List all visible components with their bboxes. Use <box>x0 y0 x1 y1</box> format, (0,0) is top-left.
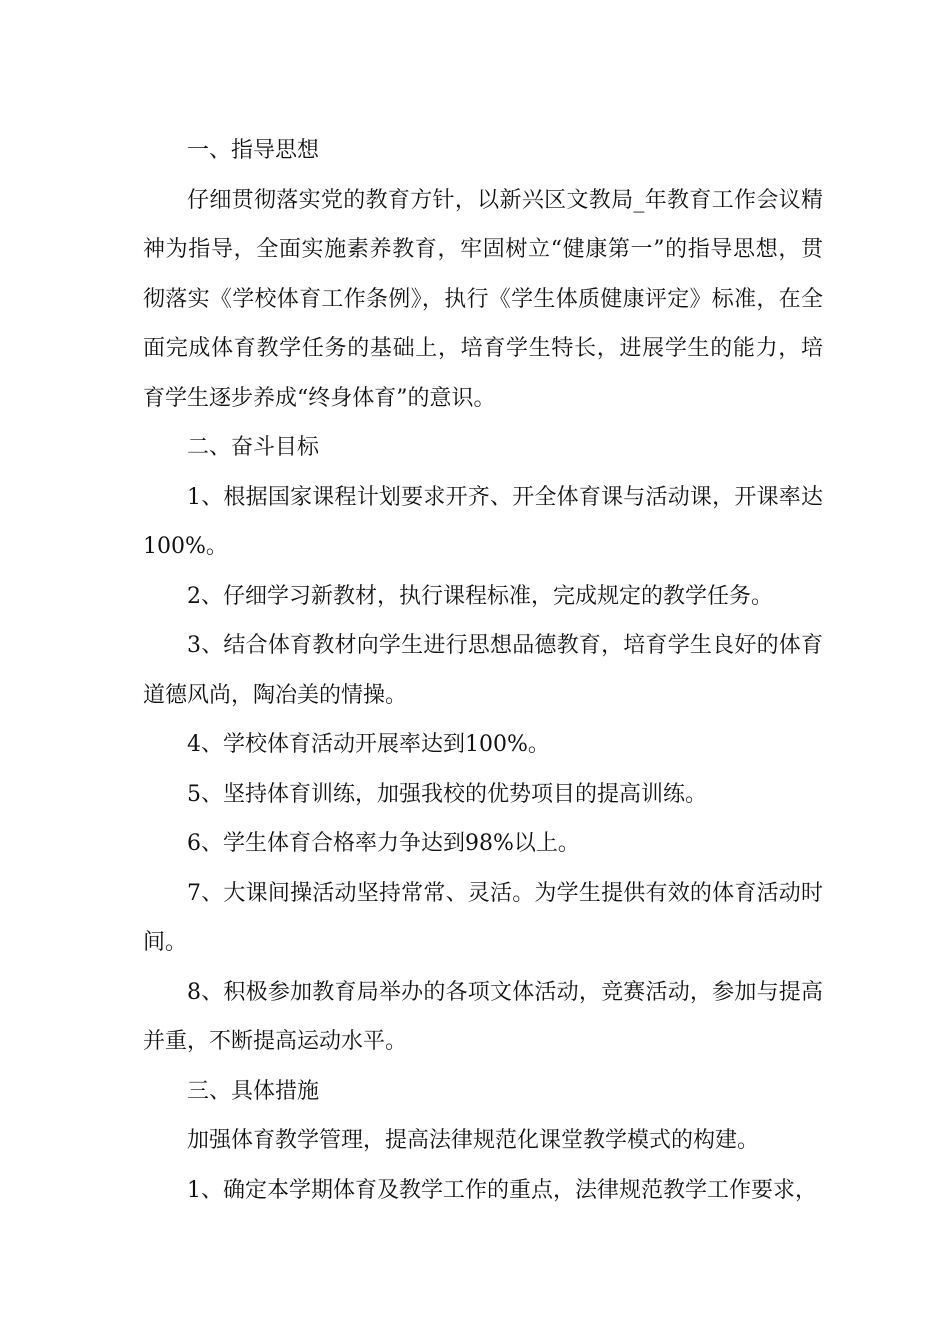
section-heading-guiding-ideology: 一、指导思想 <box>187 138 320 163</box>
goal-item-2: 2、仔细学习新教材，执行课程标准，完成规定的教学任务。 <box>187 583 773 609</box>
section-heading-goals: 二、奋斗目标 <box>187 435 320 460</box>
document-body <box>143 126 823 1215</box>
goal-item-6: 6、学生体育合格率力争达到98%以上。 <box>187 831 580 856</box>
goal-item-8: 8、积极参加教育局举办的各项文体活动，竞赛活动，参加与提高并重，不断提高运动水平。 <box>143 979 823 1054</box>
goal-item-3: 3、结合体育教材向学生进行思想品德教育，培育学生良好的体育道德风尚，陶冶美的情操。 <box>143 633 823 708</box>
goal-item-4: 4、学校体育活动开展率达到100%。 <box>187 732 550 757</box>
goal-item-1: 1、根据国家课程计划要求开齐、开全体育课与活动课，开课率达100%。 <box>143 484 823 559</box>
section-heading-measures: 三、具体措施 <box>187 1078 320 1104</box>
goal-item-5: 5、坚持体育训练，加强我校的优势项目的提高训练。 <box>187 781 707 807</box>
goal-item-7: 7、大课间操活动坚持常常、灵活。为学生提供有效的体育活动时间。 <box>143 880 823 955</box>
measure-item-1: 1、确定本学期体育及教学工作的重点，法律规范教学工作要求， <box>187 1177 817 1203</box>
paragraph-measures-intro: 加强体育教学管理，提高法律规范化课堂教学模式的构建。 <box>187 1128 760 1153</box>
paragraph-guiding-ideology: 仔细贯彻落实党的教育方针，以新兴区文教局_年教育工作会议精神为指导，全面实施素养教育，牢固树立“健康第一”的指导思想，贯彻落实《学校体育工作条例》，执行《学生体质健康评定》标准，在全面完成体育教学任务的基础上，培育学生特长，进展学生的能力，培育学生逐步养成“终身体育”的意识。 <box>143 187 823 411</box>
